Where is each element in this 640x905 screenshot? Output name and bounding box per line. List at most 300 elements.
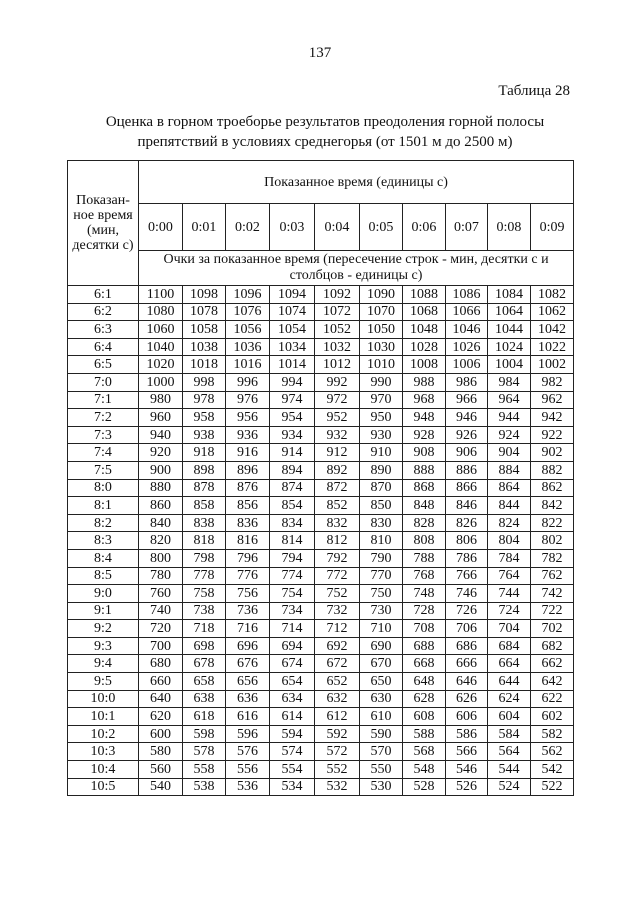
points-cell: 962 — [531, 391, 574, 409]
points-cell: 992 — [315, 373, 360, 391]
row-label: 9:5 — [68, 673, 139, 691]
points-cell: 596 — [226, 725, 270, 743]
points-cell: 888 — [403, 461, 446, 479]
points-cell: 790 — [360, 549, 403, 567]
points-cell: 600 — [139, 725, 183, 743]
table-row — [68, 637, 574, 655]
points-cell: 1010 — [360, 356, 403, 374]
points-cell: 1016 — [226, 356, 270, 374]
points-cell: 624 — [488, 690, 531, 708]
points-cell: 756 — [226, 585, 270, 603]
points-cell: 576 — [226, 743, 270, 761]
points-cell: 974 — [270, 391, 315, 409]
points-cell: 744 — [488, 585, 531, 603]
points-cell: 738 — [183, 602, 226, 620]
points-cell: 548 — [403, 761, 446, 779]
points-cell: 776 — [226, 567, 270, 585]
points-cell: 726 — [446, 602, 488, 620]
row-label: 8:2 — [68, 514, 139, 532]
points-cell: 822 — [531, 514, 574, 532]
table-row — [68, 690, 574, 708]
points-cell: 788 — [403, 549, 446, 567]
points-cell: 634 — [270, 690, 315, 708]
points-cell: 1090 — [360, 286, 403, 304]
points-cell: 906 — [446, 444, 488, 462]
points-cell: 1040 — [139, 338, 183, 356]
points-cell: 810 — [360, 532, 403, 550]
points-cell: 782 — [531, 549, 574, 567]
points-cell: 740 — [139, 602, 183, 620]
points-cell: 778 — [183, 567, 226, 585]
points-cell: 1030 — [360, 338, 403, 356]
points-cell: 1098 — [183, 286, 226, 304]
row-label: 6:2 — [68, 303, 139, 321]
points-cell: 914 — [270, 444, 315, 462]
points-cell: 872 — [315, 479, 360, 497]
points-cell: 610 — [360, 708, 403, 726]
points-cell: 572 — [315, 743, 360, 761]
points-cell: 932 — [315, 426, 360, 444]
points-cell: 952 — [315, 409, 360, 427]
table-row — [68, 321, 574, 339]
points-cell: 582 — [531, 725, 574, 743]
points-cell: 746 — [446, 585, 488, 603]
points-cell: 890 — [360, 461, 403, 479]
column-header: 0:06 — [403, 204, 446, 251]
points-cell: 766 — [446, 567, 488, 585]
points-cell: 984 — [488, 373, 531, 391]
points-cell: 522 — [531, 778, 574, 796]
points-cell: 566 — [446, 743, 488, 761]
points-cell: 1020 — [139, 356, 183, 374]
points-cell: 664 — [488, 655, 531, 673]
points-cell: 876 — [226, 479, 270, 497]
points-cell: 830 — [360, 514, 403, 532]
points-cell: 1056 — [226, 321, 270, 339]
points-cell: 806 — [446, 532, 488, 550]
row-header: Показан- ное время (мин, десятки с) — [68, 161, 139, 286]
points-cell: 886 — [446, 461, 488, 479]
row-label: 7:2 — [68, 409, 139, 427]
points-cell: 994 — [270, 373, 315, 391]
row-label: 6:3 — [68, 321, 139, 339]
points-cell: 752 — [315, 585, 360, 603]
points-cell: 924 — [488, 426, 531, 444]
points-cell: 764 — [488, 567, 531, 585]
table-row — [68, 303, 574, 321]
points-cell: 908 — [403, 444, 446, 462]
points-cell: 638 — [183, 690, 226, 708]
table-row — [68, 620, 574, 638]
table-row — [68, 373, 574, 391]
points-cell: 1094 — [270, 286, 315, 304]
points-cell: 772 — [315, 567, 360, 585]
points-cell: 688 — [403, 637, 446, 655]
points-cell: 618 — [183, 708, 226, 726]
points-cell: 690 — [360, 637, 403, 655]
points-cell: 798 — [183, 549, 226, 567]
points-cell: 1002 — [531, 356, 574, 374]
points-cell: 938 — [183, 426, 226, 444]
table-row — [68, 426, 574, 444]
points-cell: 730 — [360, 602, 403, 620]
points-cell: 858 — [183, 497, 226, 515]
points-cell: 648 — [403, 673, 446, 691]
points-cell: 854 — [270, 497, 315, 515]
points-cell: 1076 — [226, 303, 270, 321]
row-label: 9:4 — [68, 655, 139, 673]
row-label: 10:0 — [68, 690, 139, 708]
points-cell: 824 — [488, 514, 531, 532]
points-cell: 630 — [360, 690, 403, 708]
points-cell: 544 — [488, 761, 531, 779]
points-cell: 628 — [403, 690, 446, 708]
points-cell: 670 — [360, 655, 403, 673]
points-cell: 770 — [360, 567, 403, 585]
points-cell: 870 — [360, 479, 403, 497]
points-cell: 702 — [531, 620, 574, 638]
points-cell: 684 — [488, 637, 531, 655]
points-cell: 546 — [446, 761, 488, 779]
row-label: 9:3 — [68, 637, 139, 655]
points-cell: 556 — [226, 761, 270, 779]
points-cell: 676 — [226, 655, 270, 673]
column-header: 0:03 — [270, 204, 315, 251]
points-cell: 606 — [446, 708, 488, 726]
points-cell: 1024 — [488, 338, 531, 356]
points-cell: 852 — [315, 497, 360, 515]
row-label: 6:1 — [68, 286, 139, 304]
points-cell: 998 — [183, 373, 226, 391]
points-cell: 902 — [531, 444, 574, 462]
points-cell: 678 — [183, 655, 226, 673]
points-cell: 534 — [270, 778, 315, 796]
points-cell: 982 — [531, 373, 574, 391]
points-cell: 892 — [315, 461, 360, 479]
table-row — [68, 743, 574, 761]
points-cell: 944 — [488, 409, 531, 427]
row-label: 8:3 — [68, 532, 139, 550]
points-cell: 820 — [139, 532, 183, 550]
column-header: 0:09 — [531, 204, 574, 251]
table-row — [68, 356, 574, 374]
points-cell: 936 — [226, 426, 270, 444]
table-row — [68, 514, 574, 532]
points-cell: 584 — [488, 725, 531, 743]
points-cell: 1026 — [446, 338, 488, 356]
points-cell: 524 — [488, 778, 531, 796]
points-cell: 828 — [403, 514, 446, 532]
points-cell: 732 — [315, 602, 360, 620]
row-label: 6:5 — [68, 356, 139, 374]
table-row — [68, 761, 574, 779]
points-cell: 674 — [270, 655, 315, 673]
caption-line-1: Оценка в горном троеборье результатов преодоления горной полосы — [105, 114, 545, 130]
row-label: 10:2 — [68, 725, 139, 743]
points-cell: 530 — [360, 778, 403, 796]
points-cell: 864 — [488, 479, 531, 497]
points-cell: 594 — [270, 725, 315, 743]
table-row — [68, 409, 574, 427]
table-row — [68, 479, 574, 497]
points-cell: 816 — [226, 532, 270, 550]
points-cell: 636 — [226, 690, 270, 708]
points-cell: 934 — [270, 426, 315, 444]
points-cell: 758 — [183, 585, 226, 603]
points-cell: 1060 — [139, 321, 183, 339]
row-label: 9:1 — [68, 602, 139, 620]
points-cell: 946 — [446, 409, 488, 427]
points-cell: 1050 — [360, 321, 403, 339]
points-cell: 1046 — [446, 321, 488, 339]
group-header: Показанное время (единицы с) — [139, 161, 574, 204]
points-cell: 1044 — [488, 321, 531, 339]
points-cell: 922 — [531, 426, 574, 444]
points-cell: 986 — [446, 373, 488, 391]
points-cell: 578 — [183, 743, 226, 761]
points-cell: 1084 — [488, 286, 531, 304]
points-cell: 542 — [531, 761, 574, 779]
points-cell: 608 — [403, 708, 446, 726]
points-cell: 800 — [139, 549, 183, 567]
points-cell: 904 — [488, 444, 531, 462]
points-cell: 1032 — [315, 338, 360, 356]
points-cell: 792 — [315, 549, 360, 567]
points-cell: 794 — [270, 549, 315, 567]
points-cell: 930 — [360, 426, 403, 444]
points-cell: 658 — [183, 673, 226, 691]
points-cell: 1080 — [139, 303, 183, 321]
points-cell: 784 — [488, 549, 531, 567]
points-cell: 724 — [488, 602, 531, 620]
row-label: 7:4 — [68, 444, 139, 462]
points-cell: 912 — [315, 444, 360, 462]
points-cell: 832 — [315, 514, 360, 532]
points-cell: 554 — [270, 761, 315, 779]
column-header: 0:05 — [360, 204, 403, 251]
points-cell: 942 — [531, 409, 574, 427]
points-cell: 564 — [488, 743, 531, 761]
points-cell: 700 — [139, 637, 183, 655]
points-cell: 1022 — [531, 338, 574, 356]
table-row — [68, 497, 574, 515]
table-row — [68, 725, 574, 743]
points-cell: 818 — [183, 532, 226, 550]
points-cell: 1036 — [226, 338, 270, 356]
points-cell: 550 — [360, 761, 403, 779]
table-row — [68, 673, 574, 691]
column-header: 0:07 — [446, 204, 488, 251]
points-cell: 868 — [403, 479, 446, 497]
points-cell: 716 — [226, 620, 270, 638]
points-cell: 706 — [446, 620, 488, 638]
points-cell: 814 — [270, 532, 315, 550]
points-cell: 916 — [226, 444, 270, 462]
points-cell: 834 — [270, 514, 315, 532]
points-cell: 786 — [446, 549, 488, 567]
points-cell: 1068 — [403, 303, 446, 321]
row-label: 9:2 — [68, 620, 139, 638]
column-header: 0:02 — [226, 204, 270, 251]
points-cell: 748 — [403, 585, 446, 603]
table-row — [68, 655, 574, 673]
points-cell: 910 — [360, 444, 403, 462]
points-cell: 802 — [531, 532, 574, 550]
points-cell: 754 — [270, 585, 315, 603]
points-cell: 1092 — [315, 286, 360, 304]
points-cell: 538 — [183, 778, 226, 796]
row-label: 7:0 — [68, 373, 139, 391]
points-cell: 598 — [183, 725, 226, 743]
points-cell: 926 — [446, 426, 488, 444]
points-cell: 760 — [139, 585, 183, 603]
points-cell: 662 — [531, 655, 574, 673]
points-cell: 682 — [531, 637, 574, 655]
table-row — [68, 778, 574, 796]
points-cell: 950 — [360, 409, 403, 427]
points-cell: 714 — [270, 620, 315, 638]
points-cell: 620 — [139, 708, 183, 726]
points-header: Очки за показанное время (пересечение строк - мин, десятки с и столбцов - единицы с) — [139, 251, 574, 286]
points-cell: 900 — [139, 461, 183, 479]
points-cell: 846 — [446, 497, 488, 515]
points-cell: 840 — [139, 514, 183, 532]
points-cell: 562 — [531, 743, 574, 761]
points-cell: 710 — [360, 620, 403, 638]
points-cell: 568 — [403, 743, 446, 761]
points-cell: 570 — [360, 743, 403, 761]
points-cell: 552 — [315, 761, 360, 779]
points-cell: 614 — [270, 708, 315, 726]
points-cell: 978 — [183, 391, 226, 409]
points-cell: 1034 — [270, 338, 315, 356]
table-label: Таблица 28 — [498, 83, 570, 99]
page-number: 137 — [308, 45, 332, 61]
points-cell: 918 — [183, 444, 226, 462]
table-row — [68, 338, 574, 356]
table-row — [68, 602, 574, 620]
points-cell: 1012 — [315, 356, 360, 374]
row-label: 7:1 — [68, 391, 139, 409]
points-cell: 698 — [183, 637, 226, 655]
points-cell: 1000 — [139, 373, 183, 391]
points-cell: 920 — [139, 444, 183, 462]
points-cell: 836 — [226, 514, 270, 532]
points-cell: 722 — [531, 602, 574, 620]
row-label: 6:4 — [68, 338, 139, 356]
points-cell: 612 — [315, 708, 360, 726]
points-cell: 850 — [360, 497, 403, 515]
points-cell: 540 — [139, 778, 183, 796]
row-label: 10:5 — [68, 778, 139, 796]
points-cell: 988 — [403, 373, 446, 391]
points-cell: 574 — [270, 743, 315, 761]
points-cell: 650 — [360, 673, 403, 691]
points-cell: 586 — [446, 725, 488, 743]
column-header: 0:04 — [315, 204, 360, 251]
points-cell: 1072 — [315, 303, 360, 321]
points-cell: 940 — [139, 426, 183, 444]
row-label: 7:5 — [68, 461, 139, 479]
points-cell: 948 — [403, 409, 446, 427]
points-cell: 1004 — [488, 356, 531, 374]
points-cell: 1048 — [403, 321, 446, 339]
points-cell: 848 — [403, 497, 446, 515]
points-cell: 960 — [139, 409, 183, 427]
points-cell: 1018 — [183, 356, 226, 374]
points-cell: 558 — [183, 761, 226, 779]
column-header: 0:00 — [139, 204, 183, 251]
table-body — [68, 286, 574, 796]
points-cell: 1006 — [446, 356, 488, 374]
points-cell: 728 — [403, 602, 446, 620]
points-cell: 660 — [139, 673, 183, 691]
points-cell: 796 — [226, 549, 270, 567]
points-cell: 1042 — [531, 321, 574, 339]
points-cell: 640 — [139, 690, 183, 708]
points-cell: 622 — [531, 690, 574, 708]
points-cell: 956 — [226, 409, 270, 427]
points-cell: 526 — [446, 778, 488, 796]
points-cell: 990 — [360, 373, 403, 391]
points-cell: 652 — [315, 673, 360, 691]
points-cell: 972 — [315, 391, 360, 409]
points-cell: 750 — [360, 585, 403, 603]
points-cell: 1058 — [183, 321, 226, 339]
points-table — [67, 160, 574, 796]
points-cell: 1082 — [531, 286, 574, 304]
points-cell: 712 — [315, 620, 360, 638]
points-cell: 708 — [403, 620, 446, 638]
points-cell: 656 — [226, 673, 270, 691]
points-cell: 1054 — [270, 321, 315, 339]
row-label: 9:0 — [68, 585, 139, 603]
points-cell: 1052 — [315, 321, 360, 339]
points-cell: 644 — [488, 673, 531, 691]
points-cell: 666 — [446, 655, 488, 673]
points-cell: 842 — [531, 497, 574, 515]
points-cell: 532 — [315, 778, 360, 796]
points-cell: 980 — [139, 391, 183, 409]
points-cell: 958 — [183, 409, 226, 427]
points-cell: 626 — [446, 690, 488, 708]
points-cell: 976 — [226, 391, 270, 409]
points-cell: 720 — [139, 620, 183, 638]
table-row — [68, 444, 574, 462]
points-cell: 884 — [488, 461, 531, 479]
points-cell: 1086 — [446, 286, 488, 304]
row-label: 10:1 — [68, 708, 139, 726]
points-cell: 970 — [360, 391, 403, 409]
points-cell: 1066 — [446, 303, 488, 321]
points-cell: 588 — [403, 725, 446, 743]
points-cell: 896 — [226, 461, 270, 479]
points-cell: 696 — [226, 637, 270, 655]
points-cell: 1088 — [403, 286, 446, 304]
points-cell: 734 — [270, 602, 315, 620]
table-row — [68, 391, 574, 409]
row-label: 10:3 — [68, 743, 139, 761]
points-cell: 954 — [270, 409, 315, 427]
points-cell: 680 — [139, 655, 183, 673]
points-cell: 894 — [270, 461, 315, 479]
row-label: 8:5 — [68, 567, 139, 585]
points-cell: 560 — [139, 761, 183, 779]
points-cell: 780 — [139, 567, 183, 585]
table-row — [68, 708, 574, 726]
points-cell: 1062 — [531, 303, 574, 321]
points-cell: 804 — [488, 532, 531, 550]
